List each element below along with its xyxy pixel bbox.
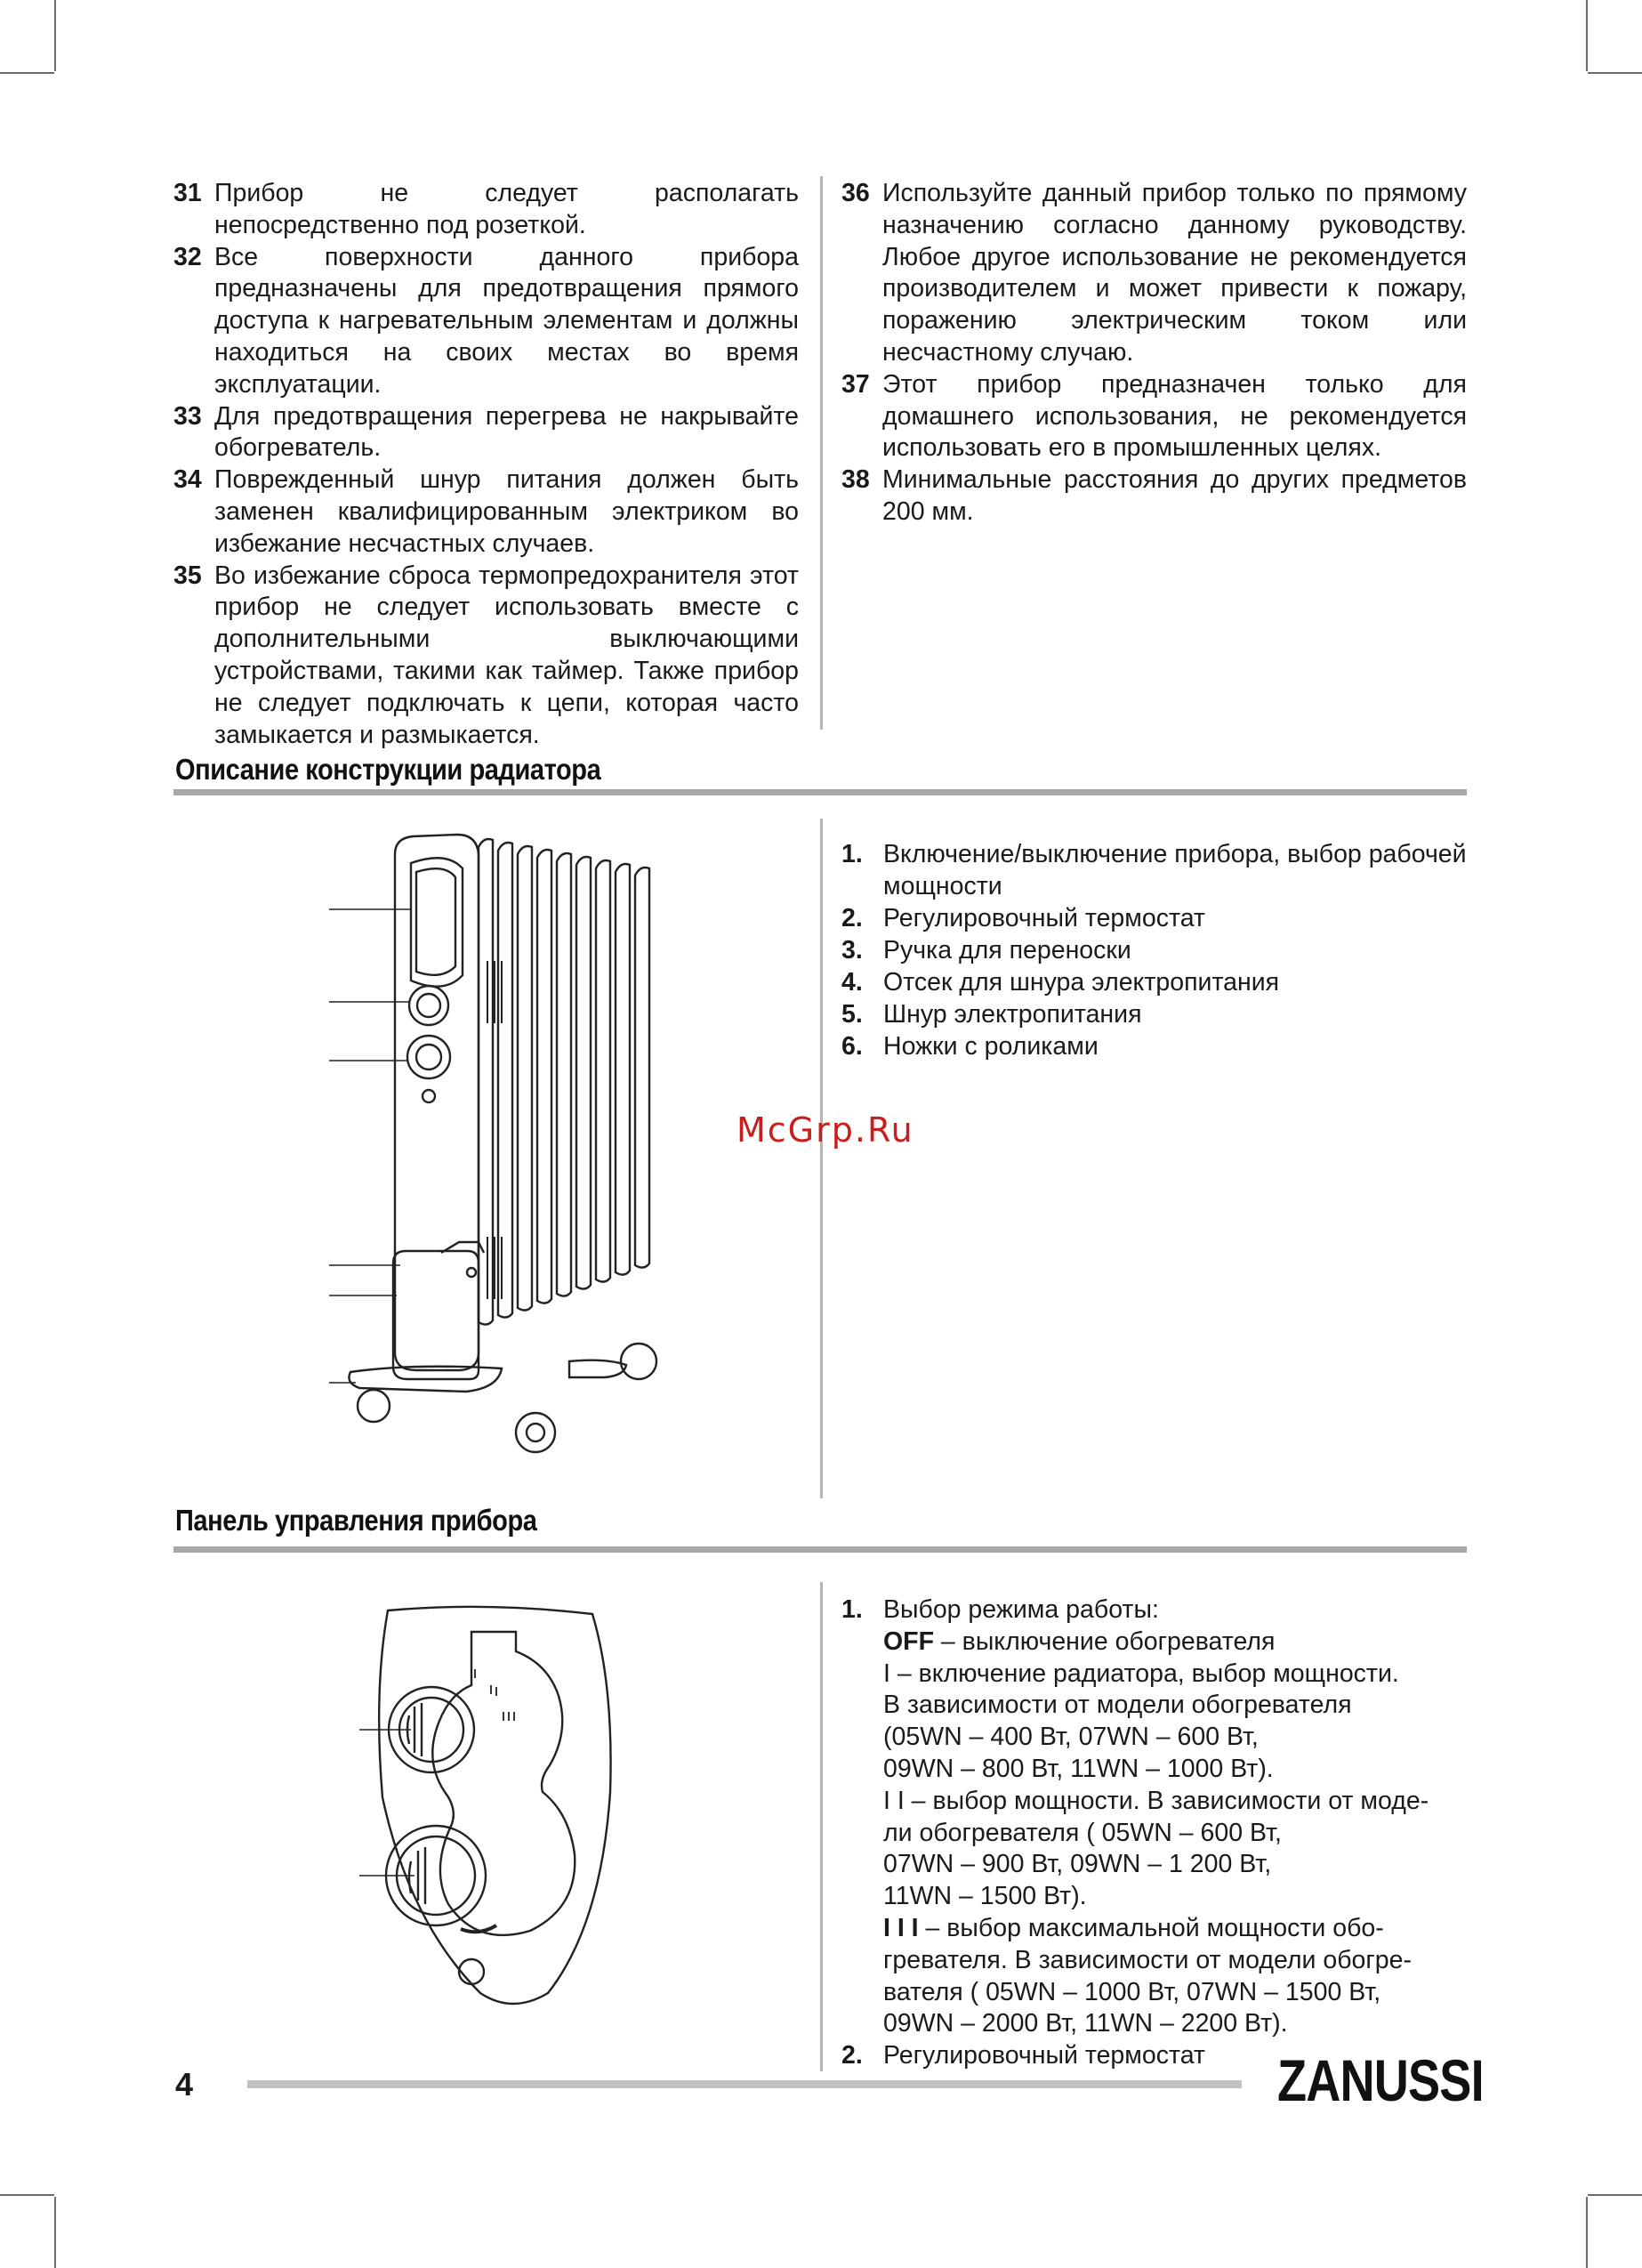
wheel	[621, 1344, 656, 1379]
part-label: Ножки с роликами	[883, 1032, 1099, 1061]
radiator-fins	[479, 839, 649, 1325]
safety-item	[173, 401, 799, 465]
crop-mark	[1588, 2194, 1642, 2196]
wheel	[516, 1413, 555, 1452]
parts-list	[841, 838, 1482, 1062]
part-item	[841, 998, 1482, 1030]
thermostat-text: Регулировочный термостат	[883, 2041, 1205, 2070]
heading-rule	[173, 1546, 1467, 1553]
safety-item	[173, 242, 799, 401]
cord-compartment	[393, 1251, 479, 1379]
item-text: Во избежание сброса термопредохранителя этот прибор не следует использовать вместе с дополнительными выключающими устройствами, такими как таймер. Также прибор не следует подключать к цепи, которая часто замыкается и размыкается.	[214, 561, 799, 749]
brand-logo: ZANUSSI	[1277, 2047, 1484, 2113]
item-number: 36	[841, 179, 870, 207]
power-line: 07WN – 900 Вт, 09WN – 1 200 Вт,	[883, 1850, 1272, 1879]
part-label: Регулировочный термостат	[883, 904, 1205, 932]
part-item	[841, 934, 1482, 966]
crop-mark	[54, 2197, 56, 2268]
max-line: вателя ( 05WN – 1000 Вт, 07WN – 1500 Вт,	[883, 1977, 1381, 2006]
power-knob	[409, 986, 448, 1025]
crop-mark	[0, 2194, 54, 2196]
item-number: 37	[841, 369, 870, 399]
crop-mark	[54, 0, 56, 71]
max-line	[883, 1913, 1482, 1945]
off-text: – выключение обогревателя	[934, 1626, 1276, 1656]
page-number: 4	[175, 2066, 194, 2103]
panel-outline	[379, 1607, 610, 2004]
crop-mark	[1586, 2197, 1588, 2268]
item-number: 1.	[841, 1595, 863, 1624]
crop-mark	[1588, 72, 1642, 74]
part-number: 5.	[841, 1000, 863, 1029]
item-text: Прибор не следует располагать непосредственно под розеткой.	[214, 179, 799, 239]
part-label: Ручка для переноски	[883, 936, 1131, 965]
item-text: Используйте данный прибор только по прямому назначению согласно данному руководству. Любое другое использование не рекомендуется производителем и может привести к пожару, поражению электрическим током или несчастному случаю.	[882, 179, 1467, 367]
item-text: Для предотвращения перегрева не накрывайте обогреватель.	[214, 401, 799, 463]
leader-lines	[359, 1730, 415, 1876]
item-number: 33	[173, 401, 202, 431]
part-item	[841, 966, 1482, 998]
item-number: 31	[173, 179, 202, 207]
leader-lines	[329, 909, 411, 1383]
max-text-first: – выбор максимальной мощности обо-	[918, 1913, 1384, 1942]
construction-heading: Описание конструкции радиатора	[175, 753, 601, 786]
mode-title: Выбор режима работы:	[883, 1595, 1159, 1624]
power-line: I I – выбор мощности. В зависимости от моде-	[883, 1786, 1429, 1815]
item-number: 38	[841, 465, 870, 495]
safety-item	[173, 178, 799, 242]
power-line: 11WN – 1500 Вт).	[883, 1882, 1087, 1911]
safety-list-right	[841, 178, 1467, 529]
max-line: 09WN – 2000 Вт, 11WN – 2200 Вт).	[883, 2009, 1288, 2038]
control-panel-heading: Панель управления прибора	[175, 1504, 537, 1537]
control-panel-description	[841, 1594, 1482, 2072]
item-number: 34	[173, 465, 202, 495]
part-label: Включение/выключение прибора, выбор рабочей мощности	[883, 840, 1467, 900]
power-line: I – включение радиатора, выбор мощности.	[883, 1659, 1399, 1688]
item-text: Минимальные расстояния до других предметов 200 мм.	[882, 465, 1467, 526]
item-number: 35	[173, 561, 202, 590]
part-label: Отсек для шнура электропитания	[883, 968, 1280, 997]
safety-item	[841, 369, 1467, 464]
max-line: гревателя. В зависимости от модели обогре-	[883, 1945, 1412, 1974]
item-text: Поврежденный шнур питания должен быть заменен квалифицированным электриком во избежание несчастных случаев.	[214, 465, 799, 558]
footer-bar	[247, 2080, 1242, 2088]
safety-item	[841, 178, 1467, 369]
part-label: Шнур электропитания	[883, 1000, 1142, 1029]
column-divider	[820, 819, 823, 1498]
crop-mark	[0, 72, 54, 74]
part-item	[841, 1030, 1482, 1062]
front-panel	[395, 835, 479, 1370]
item-text: Все поверхности данного прибора предназначены для предотвращения прямого доступа к нагревательным элементам и должны находиться на своих местах во время эксплуатации.	[214, 242, 799, 399]
radiator-illustration	[329, 827, 774, 1486]
mode-item	[841, 1594, 1482, 2040]
power-line: 09WN – 800 Вт, 11WN – 1000 Вт).	[883, 1754, 1274, 1783]
item-number: 32	[173, 242, 202, 271]
power-line: В зависимости от модели обогревателя	[883, 1691, 1352, 1720]
power-lines	[883, 1659, 1482, 1913]
control-panel-illustration	[356, 1598, 658, 2007]
safety-item	[173, 464, 799, 560]
item-number: 2.	[841, 2041, 863, 2070]
watermark: McGrp.Ru	[736, 1110, 914, 1150]
thermostat-knob	[407, 1036, 450, 1078]
power-line: ли обогревателя ( 05WN – 600 Вт,	[883, 1818, 1282, 1847]
column-divider	[820, 176, 823, 730]
part-number: 3.	[841, 936, 863, 965]
heading-rule	[173, 789, 1467, 795]
safety-item	[841, 464, 1467, 529]
part-number: 6.	[841, 1032, 863, 1061]
part-item	[841, 902, 1482, 934]
item-text: Этот прибор предназначен только для домашнего использования, не рекомендуется использовать его в промышленных целях.	[882, 369, 1467, 463]
column-divider	[820, 1582, 823, 2071]
off-line	[883, 1626, 1482, 1659]
wheel	[358, 1390, 390, 1422]
off-label: OFF	[883, 1626, 934, 1656]
max-label: I I I	[883, 1913, 919, 1942]
part-item	[841, 838, 1482, 902]
part-number: 1.	[841, 840, 863, 868]
power-line: (05WN – 400 Вт, 07WN – 600 Вт,	[883, 1723, 1259, 1752]
part-number: 2.	[841, 904, 863, 932]
crop-mark	[1586, 0, 1588, 71]
safety-item	[173, 561, 799, 752]
safety-list-left	[173, 178, 799, 751]
part-number: 4.	[841, 968, 863, 997]
